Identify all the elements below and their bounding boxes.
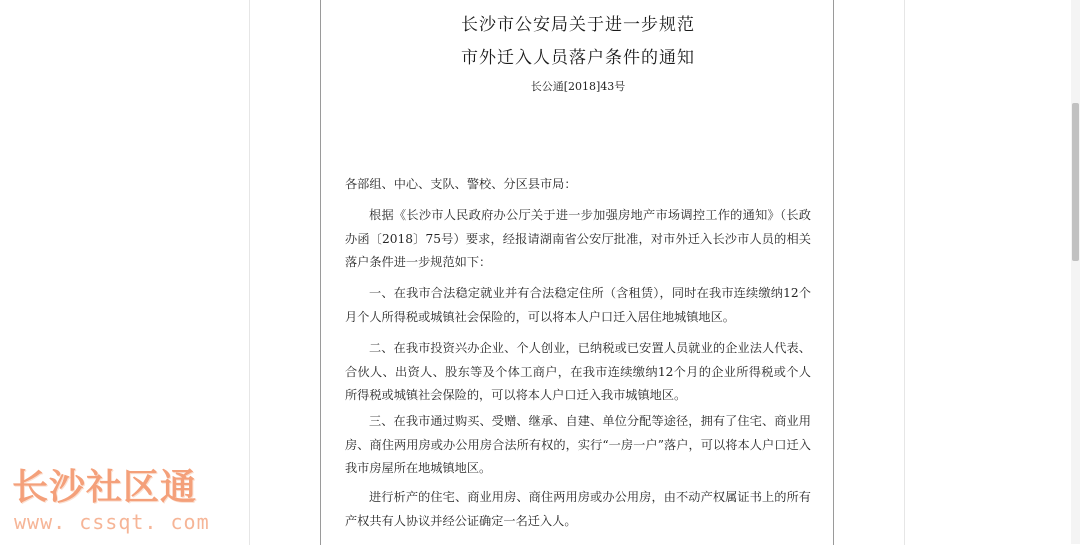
- paragraph-clause-2: 二、在我市投资兴办企业、个人创业，已纳税或已安置人员就业的企业法人代表、合伙人、出资人、股东等及个体工商户，在我市连续缴纳12个月的企业所得税或个人所得税或城镇社会保险的，可以将本人户口迁入我市城镇地区。: [345, 341, 811, 402]
- vertical-scrollbar[interactable]: [1071, 0, 1080, 544]
- paragraph-clause-1: 一、在我市合法稳定就业并有合法稳定住所（含租赁），同时在我市连续缴纳12个月个人所得税或城镇社会保险的，可以将本人户口迁入居住地城镇地区。: [345, 286, 811, 324]
- watermark-url: www. cssqt. com: [14, 510, 210, 534]
- scrollbar-thumb[interactable]: [1072, 103, 1079, 261]
- watermark: [12, 468, 222, 538]
- document-page: [320, 0, 834, 545]
- document-number: 长公通[2018]43号: [530, 80, 626, 93]
- paragraph-clause-3: 三、在我市通过购买、受赠、继承、自建、单位分配等途径，拥有了住宅、商业用房、商住两用房或办公用房合法所有权的，实行“一房一户”落户，可以将本人户口迁入我市房屋所在地城镇地区。: [345, 414, 811, 475]
- paragraph-property-division: 进行析产的住宅、商业用房、商住两用房或办公用房，由不动产权属证书上的所有产权共有人协议并经公证确定一名迁入人。: [345, 490, 811, 528]
- document-title-line-2: 市外迁入人员落户条件的通知: [461, 48, 695, 68]
- salutation: 各部组、中心、支队、警校、分区县市局：: [345, 177, 577, 191]
- watermark-logo: 长沙社区通: [12, 467, 198, 508]
- document-title-line-1: 长沙市公安局关于进一步规范: [461, 15, 695, 35]
- paragraph-intro: 根据《长沙市人民政府办公厅关于进一步加强房地产市场调控工作的通知》（长政办函〔2018〕75号）要求，经报请湖南省公安厅批准，对市外迁入长沙市人员的相关落户条件进一步规范如下：: [345, 208, 811, 269]
